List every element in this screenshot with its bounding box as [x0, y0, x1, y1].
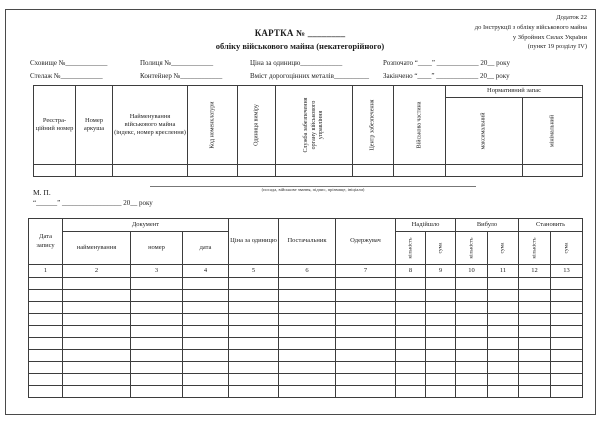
empty-cell [551, 314, 583, 326]
empty-cell [63, 362, 131, 374]
table-row [29, 326, 583, 338]
empty-cell [183, 314, 229, 326]
group-header-received: Надійшло [396, 219, 456, 232]
col-header-military-unit [394, 86, 446, 165]
col-header-issued-quantity [456, 232, 488, 265]
empty-cell [188, 165, 238, 177]
col-header-min-stock [523, 98, 583, 165]
empty-cell [63, 374, 131, 386]
field-started-date: Розпочато “____” ____________ 20__ року [383, 59, 510, 67]
empty-cell [519, 386, 551, 398]
empty-cell [551, 374, 583, 386]
empty-cell [229, 374, 279, 386]
empty-cell [396, 350, 426, 362]
stamp-placeholder: М. П. [33, 188, 51, 197]
empty-cell [279, 314, 336, 326]
empty-cell [426, 386, 456, 398]
table-row [29, 386, 583, 398]
field-storage: Сховище №____________ [30, 59, 108, 67]
empty-cell [551, 350, 583, 362]
empty-cell [396, 386, 426, 398]
empty-cell [336, 302, 396, 314]
column-number: 2 [63, 265, 131, 278]
col-header-support-service [276, 86, 353, 165]
empty-cell [131, 314, 183, 326]
empty-cell [63, 350, 131, 362]
vertical-label: Код номенклатури [208, 101, 215, 149]
empty-cell [229, 278, 279, 290]
vertical-label: Центр забезпечення [369, 99, 376, 151]
column-number: 3 [131, 265, 183, 278]
column-number: 6 [279, 265, 336, 278]
table-row [29, 374, 583, 386]
empty-cell [396, 374, 426, 386]
empty-cell [131, 350, 183, 362]
empty-cell [183, 326, 229, 338]
empty-cell [229, 350, 279, 362]
vertical-label: сума [437, 242, 444, 254]
empty-cell [29, 326, 63, 338]
empty-cell [131, 338, 183, 350]
empty-cell [488, 278, 519, 290]
empty-cell [113, 165, 188, 177]
appendix-line: у Збройних Силах України [512, 33, 587, 41]
appendix-line: (пункт 19 розділу IV) [527, 43, 587, 51]
empty-cell [229, 386, 279, 398]
column-number: 13 [551, 265, 583, 278]
empty-cell [29, 278, 63, 290]
empty-cell [183, 278, 229, 290]
empty-cell [279, 374, 336, 386]
column-number: 8 [396, 265, 426, 278]
col-header-support-center [353, 86, 394, 165]
empty-cell [519, 314, 551, 326]
table-row [29, 362, 583, 374]
vertical-label: кількість [468, 237, 475, 259]
col-header-supplier: Постачальник [279, 219, 336, 265]
empty-cell [279, 350, 336, 362]
empty-cell [488, 374, 519, 386]
empty-cell [336, 350, 396, 362]
empty-cell [29, 374, 63, 386]
empty-cell [279, 302, 336, 314]
vertical-label: сума [499, 242, 506, 254]
empty-cell [279, 338, 336, 350]
empty-cell [551, 278, 583, 290]
empty-cell [519, 302, 551, 314]
empty-cell [63, 386, 131, 398]
empty-cell [488, 350, 519, 362]
empty-cell [336, 338, 396, 350]
column-number: 9 [426, 265, 456, 278]
field-finished-date: Закінчено “____” ____________ 20__ року [383, 72, 510, 80]
empty-cell [488, 326, 519, 338]
field-rack: Стелаж №____________ [30, 72, 103, 80]
vertical-label: Служба забезпечення органу військового управління [302, 97, 324, 153]
col-header-reg-number: Реєстра-ційний номер [34, 86, 76, 165]
vertical-label: кількість [407, 237, 414, 259]
empty-cell [183, 374, 229, 386]
col-header-doc-name: найменування [63, 232, 131, 265]
empty-cell [426, 338, 456, 350]
empty-cell [29, 302, 63, 314]
field-shelf: Полиця №____________ [140, 59, 214, 67]
empty-cell [29, 314, 63, 326]
empty-cell [279, 386, 336, 398]
empty-cell [523, 165, 583, 177]
empty-cell [456, 374, 488, 386]
empty-cell [396, 278, 426, 290]
empty-cell [183, 338, 229, 350]
table-row [29, 350, 583, 362]
table-row [29, 338, 583, 350]
column-number: 10 [456, 265, 488, 278]
empty-cell [336, 326, 396, 338]
empty-cell [456, 290, 488, 302]
col-header-nomenclature-code [188, 86, 238, 165]
column-number: 12 [519, 265, 551, 278]
empty-cell [63, 338, 131, 350]
empty-cell [551, 290, 583, 302]
empty-cell [183, 290, 229, 302]
empty-cell [131, 302, 183, 314]
group-header-document: Документ [63, 219, 229, 232]
table-row [29, 278, 583, 290]
empty-cell [336, 314, 396, 326]
empty-cell [456, 386, 488, 398]
empty-cell [29, 350, 63, 362]
empty-cell [551, 338, 583, 350]
empty-cell [488, 314, 519, 326]
empty-cell [519, 290, 551, 302]
empty-cell [394, 165, 446, 177]
empty-cell [131, 290, 183, 302]
empty-cell [488, 386, 519, 398]
empty-cell [426, 302, 456, 314]
card-subtitle: обліку військового майна (некатегорійного) [215, 41, 385, 51]
empty-cell [229, 326, 279, 338]
col-header-doc-date: дата [183, 232, 229, 265]
field-container: Контейнер №____________ [140, 72, 223, 80]
empty-cell [34, 165, 76, 177]
empty-cell [551, 362, 583, 374]
column-number: 4 [183, 265, 229, 278]
empty-cell [336, 374, 396, 386]
empty-cell [229, 302, 279, 314]
empty-cell [456, 302, 488, 314]
empty-cell [29, 338, 63, 350]
group-header-normative-stock: Нормативний запас [446, 86, 583, 98]
table-row [34, 165, 583, 177]
appendix-line: до Інструкції з обліку військового майна [474, 23, 587, 31]
group-header-issued: Вибуло [456, 219, 519, 232]
vertical-label: сума [563, 242, 570, 254]
empty-cell [229, 290, 279, 302]
empty-cell [183, 302, 229, 314]
col-header-record-date: Дата запису [29, 219, 63, 265]
col-header-balance-sum [551, 232, 583, 265]
empty-cell [396, 302, 426, 314]
empty-cell [131, 374, 183, 386]
empty-cell [488, 338, 519, 350]
empty-cell [336, 290, 396, 302]
transactions-table [28, 218, 583, 398]
empty-cell [426, 278, 456, 290]
empty-cell [519, 326, 551, 338]
empty-cell [456, 314, 488, 326]
column-number: 5 [229, 265, 279, 278]
col-header-received-quantity [396, 232, 426, 265]
col-header-receiver: Одержувач [336, 219, 396, 265]
field-precious-metals: Вміст дорогоцінних металів__________ [250, 72, 369, 80]
empty-cell [336, 278, 396, 290]
col-header-property-name: Найменування військового майна (індекс, номер креслення) [113, 86, 188, 165]
empty-cell [131, 326, 183, 338]
group-header-balance: Становить [519, 219, 583, 232]
empty-cell [519, 374, 551, 386]
vertical-label: максимальний [480, 112, 487, 150]
col-header-received-sum [426, 232, 456, 265]
property-header-table [33, 85, 583, 177]
col-header-unit-price: Ціна за одиницю [229, 219, 279, 265]
empty-cell [63, 302, 131, 314]
empty-cell [131, 362, 183, 374]
empty-cell [488, 302, 519, 314]
empty-cell [456, 350, 488, 362]
vertical-label: кількість [531, 237, 538, 259]
vertical-label: мінімальний [548, 114, 555, 148]
empty-cell [426, 290, 456, 302]
empty-cell [519, 338, 551, 350]
vertical-label: Одиниця виміру [252, 104, 259, 146]
column-number: 1 [29, 265, 63, 278]
empty-cell [238, 165, 276, 177]
empty-cell [279, 278, 336, 290]
empty-cell [131, 278, 183, 290]
empty-cell [63, 326, 131, 338]
empty-cell [229, 314, 279, 326]
empty-cell [426, 326, 456, 338]
empty-cell [229, 362, 279, 374]
col-header-sheet-number: Номер аркуша [76, 86, 113, 165]
empty-cell [276, 165, 353, 177]
empty-cell [456, 326, 488, 338]
table-row [29, 290, 583, 302]
empty-cell [456, 338, 488, 350]
empty-cell [336, 362, 396, 374]
col-header-doc-number: номер [131, 232, 183, 265]
empty-cell [279, 362, 336, 374]
empty-cell [488, 362, 519, 374]
col-header-balance-quantity [519, 232, 551, 265]
empty-cell [279, 290, 336, 302]
empty-cell [29, 290, 63, 302]
empty-cell [131, 386, 183, 398]
stamp-date-line: “______” _________________ 20__ року [33, 199, 153, 207]
table-row [29, 302, 583, 314]
col-header-issued-sum [488, 232, 519, 265]
empty-cell [183, 350, 229, 362]
empty-cell [396, 326, 426, 338]
empty-cell [353, 165, 394, 177]
empty-cell [456, 278, 488, 290]
empty-cell [551, 302, 583, 314]
empty-cell [426, 374, 456, 386]
empty-cell [426, 362, 456, 374]
empty-cell [76, 165, 113, 177]
empty-cell [279, 326, 336, 338]
table-row [29, 314, 583, 326]
empty-cell [519, 278, 551, 290]
empty-cell [551, 326, 583, 338]
empty-cell [551, 386, 583, 398]
field-unit-price: Ціна за одиницю____________ [250, 59, 343, 67]
column-number: 11 [488, 265, 519, 278]
empty-cell [426, 350, 456, 362]
empty-cell [229, 338, 279, 350]
signature-caption: (посада, військове звання, підпис, прізвище, ініціали) [261, 187, 365, 192]
col-header-unit [238, 86, 276, 165]
empty-cell [336, 386, 396, 398]
appendix-line: Додаток 22 [556, 14, 587, 21]
empty-cell [426, 314, 456, 326]
empty-cell [488, 290, 519, 302]
empty-cell [519, 350, 551, 362]
empty-cell [456, 362, 488, 374]
card-title: КАРТКА № ________ [254, 28, 346, 38]
vertical-label: Військова частина [415, 101, 422, 149]
empty-cell [63, 290, 131, 302]
empty-cell [63, 278, 131, 290]
empty-cell [396, 290, 426, 302]
empty-cell [29, 362, 63, 374]
empty-cell [183, 362, 229, 374]
empty-cell [519, 362, 551, 374]
empty-cell [29, 386, 63, 398]
empty-cell [396, 338, 426, 350]
empty-cell [446, 165, 523, 177]
empty-cell [183, 386, 229, 398]
column-number: 7 [336, 265, 396, 278]
empty-cell [63, 314, 131, 326]
col-header-max-stock [446, 98, 523, 165]
empty-cell [396, 314, 426, 326]
empty-cell [396, 362, 426, 374]
